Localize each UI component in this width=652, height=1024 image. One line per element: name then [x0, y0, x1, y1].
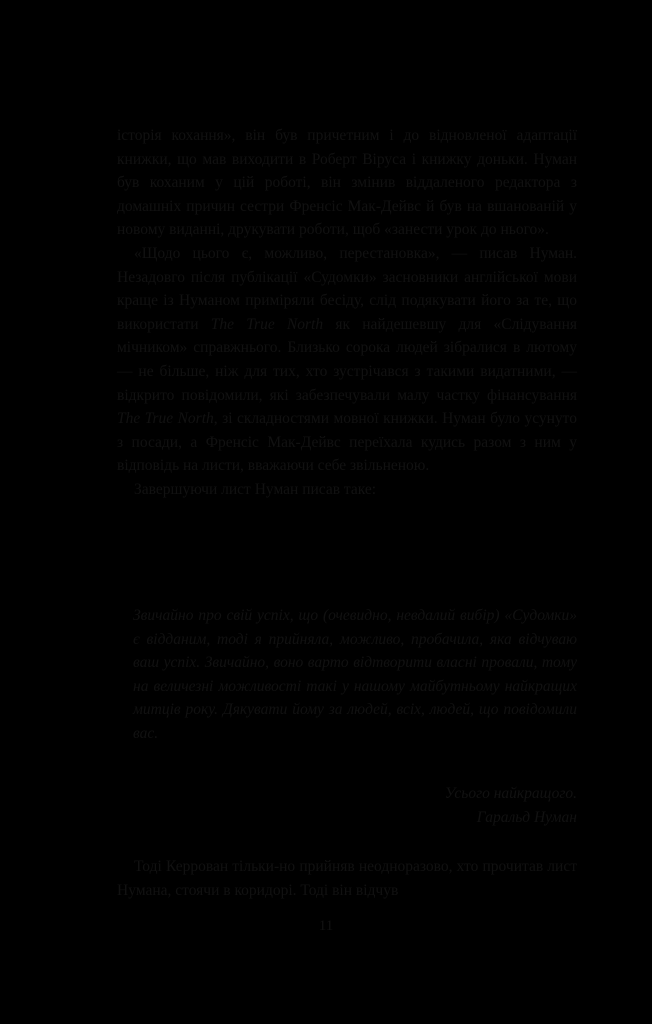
paragraph-1: історія кохання», він був причетним і до відновленої адаптації книжки, що мав виходити в Роберт Віруса і книжку доньки. Нуман був коханим у цій роботі, він змінив віддаленого редактора з домашніх причин сестри Френсіс Мак-Дейвс й був на вшанованій у новому виданні, друкувати роботи, щоб «занести урок до нього».: [117, 127, 577, 239]
paragraph-2-start: «Щодо цього є, можливо, перестановка», — писав Нуман. Незадовго після публікації «Судомки» засновники англійської мови краще із Нуманом приміряли бесіду, слід подякувати його за те, що використати: [117, 244, 577, 333]
body-text-bottom: [117, 855, 577, 902]
signature-closing: Усього найкращого.: [444, 785, 577, 802]
paragraph-3: Завершуючи лист Нуман писав таке:: [134, 480, 377, 498]
body-text-top: [117, 124, 577, 502]
paragraph-2-end: , зі складностями мовної книжки. Нуман було усунуто з посади, а Френсіс Мак-Дейвс переїхала кудись разом з ним у відповідь на листи, вважаючи себе звільненою.: [117, 410, 578, 475]
letter-signature: [445, 782, 577, 829]
page-number: 11: [318, 918, 334, 934]
paragraph-2: [117, 242, 577, 478]
signature-name: Гаральд Нуман: [476, 808, 577, 826]
book-title-1: The True North: [210, 315, 324, 333]
paragraph-4: Тоді Керрован тільки-но прийняв неодноразово, хто прочитав лист Нумана, стоячи в коридорі. Тоді він відчув: [117, 858, 577, 899]
book-title-2: The True North: [117, 410, 214, 428]
quoted-letter: Звичайно про свій успіх, що (очевидно, невдалий вибір) «Судомки» є відданим, тоді я прийняла, можливо, пробачила, яка відчуваю ваш успіх. Звичайно, воно варто відтворити власні провали, тому на величезні можливості такі у нашому майбутньому найкращих митців року. Дякувати йому за людей, всіх, людей, що повідомили вас.: [133, 607, 577, 742]
paragraph-2-mid: як найдешевшу для «Слідування мічником» справжнього. Близько сорока людей зібралися в лютому — не більше, ніж для тих, хто зустрічався з такими видатними, — відкрито повідомили, які забезпечували малу частку фінансування: [117, 315, 577, 404]
